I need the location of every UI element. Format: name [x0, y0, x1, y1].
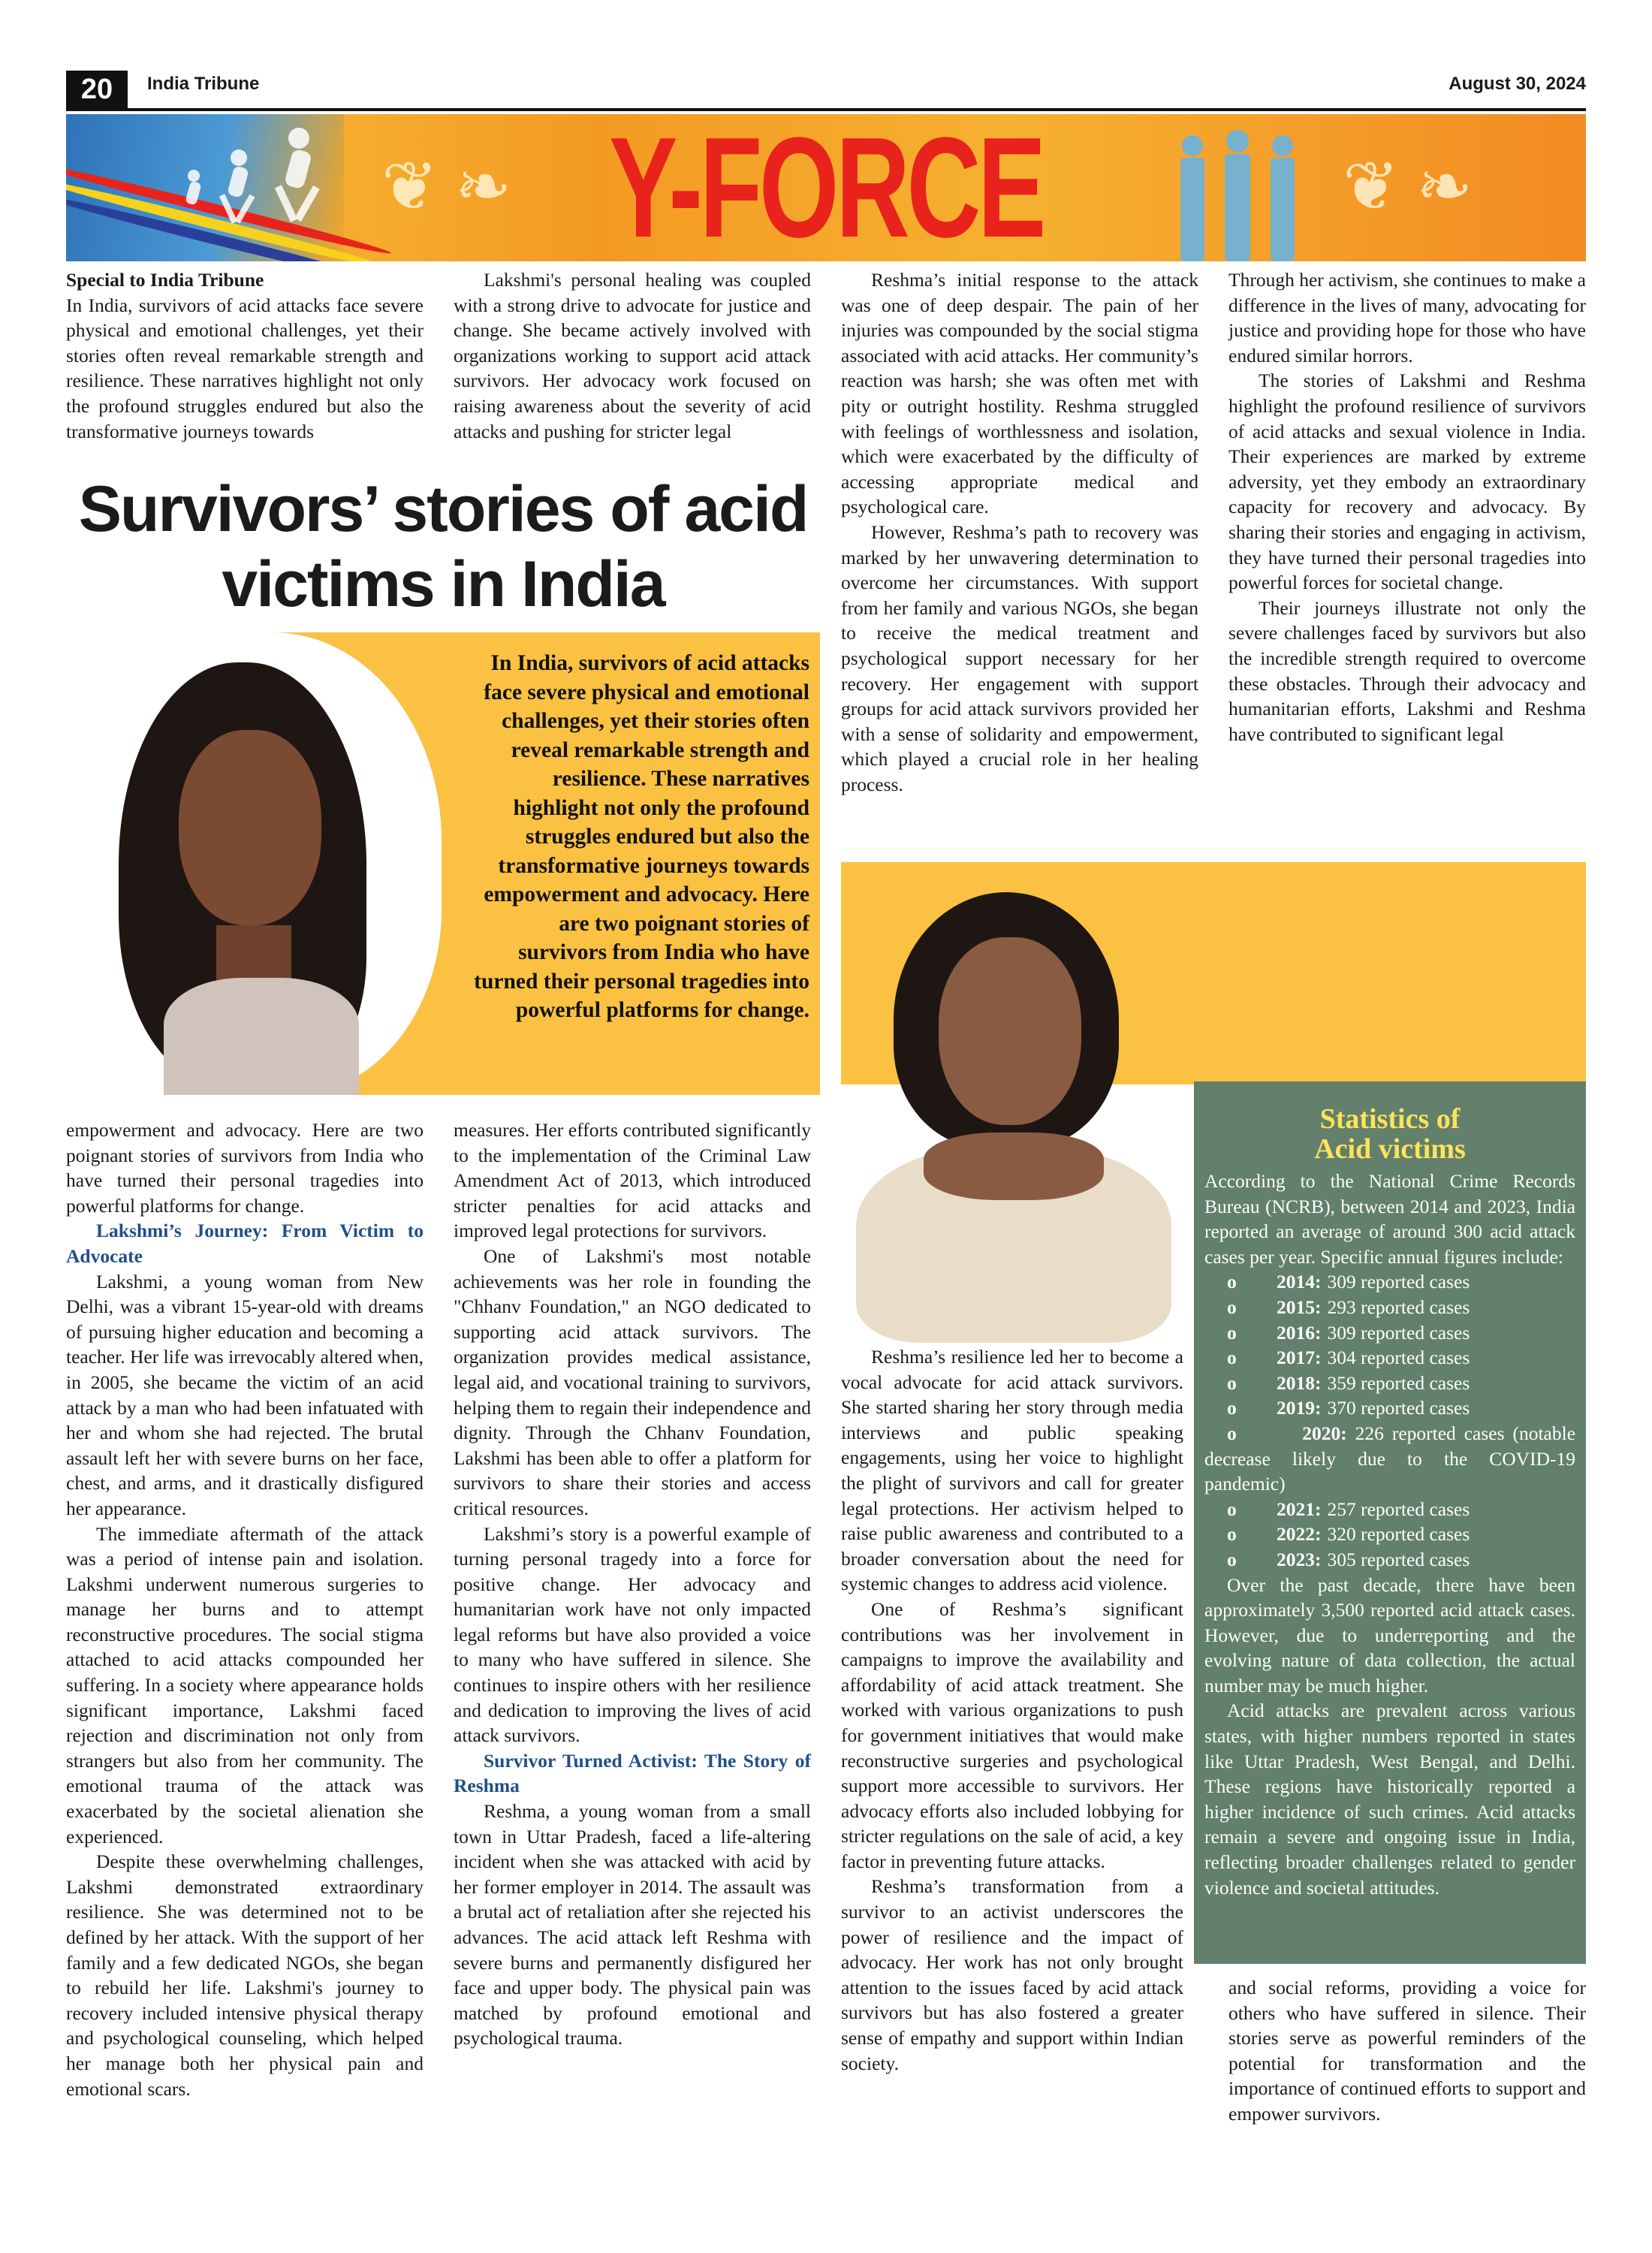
paragraph: One of Lakshmi's most notable achievements was her role in founding the "Chhanv Foundation," an NGO dedicated to supporting acid attack survivors. The organization provides medical assistance, legal aid, and vocational training to survivors, helping them to regain their independence and dignity. Through the Chhanv Foundation, Lakshmi has been able to offer a platform for survivors to share their stories and access critical resources.	[454, 1244, 811, 1519]
stat-row: o 2019: 370 reported cases	[1227, 1397, 1470, 1419]
issue-date: August 30, 2024	[1449, 74, 1586, 94]
statistics-body	[1204, 1169, 1575, 1900]
column-3-bottom	[841, 1344, 1183, 2076]
statistics-paragraph: Acid attacks are prevalent across various states, with higher numbers reported in states like Uttar Pradesh, West Bengal, and Delhi. These regions have historically reported a higher incidence of such crimes. Acid attacks remain a severe and ongoing issue in India, reflecting broader challenges related to gender violence and societal attitudes.	[1204, 1700, 1575, 1899]
paragraph: Lakshmi's personal healing was coupled with a strong drive to advocate for justice and change. She became actively involved with organizations working to support acid attack survivors. Her advocacy work focused on raising awareness about the severity of acid attacks and pushing for stricter legal	[454, 269, 811, 442]
column-4-top	[1228, 267, 1586, 746]
paragraph: The immediate aftermath of the attack was a period of intense pain and isolation. Lakshmi underwent numerous surgeries to manage her burns and to attempt reconstructive procedures. The social stigma attached to acid attacks compounded her suffering. In a society where appearance holds significant importance, Lakshmi faced rejection and discrimination not only from strangers but also from her community. The emotional trauma of the attack was exacerbated by the societal alienation she experienced.	[66, 1522, 424, 1847]
statistics-box	[1194, 1081, 1586, 1964]
headline-line-1: Survivors’ stories of acid	[78, 473, 808, 545]
statistics-title-line-1: Statistics of	[1319, 1103, 1461, 1135]
paragraph: Despite these overwhelming challenges, Lakshmi demonstrated extraordinary resilience. She was determined not to be defined by her attack. With the support of her family and a few dedicated NGOs, she began to rebuild her life. Lakshmi's journey to recovery included intensive physical therapy and psychological counseling, which helped her manage both her physical pain and emotional scars.	[66, 1850, 424, 2100]
header-rule	[66, 108, 1586, 111]
paragraph: empowerment and advocacy. Here are two poignant stories of survivors from India who have turned their personal tragedies into powerful platforms for change.	[66, 1119, 424, 1217]
section-banner	[66, 114, 1586, 261]
stat-row: o 2018: 359 reported cases	[1227, 1371, 1470, 1394]
reshma-photo	[841, 862, 1201, 1343]
stat-row: o 2015: 293 reported cases	[1227, 1295, 1470, 1318]
paragraph: One of Reshma’s significant contributions was her involvement in campaigns to improve the availability and affordability of acid attack treatment. She worked with various organizations to push for government initiatives that would make reconstructive surgeries and psychological support more accessible to survivors. Her advocacy efforts also included lobbying for stricter regulations on the sale of acid, a key factor in preventing future attacks.	[841, 1597, 1183, 1872]
paragraph: Reshma, a young woman from a small town in Uttar Pradesh, faced a life-altering incident when she was attacked with acid by her former employer in 2014. The assault was a brutal act of retaliation after she rejected his advances. The acid attack left Reshma with severe burns and permanently disfigured her face and upper body. The physical pain was matched by profound emotional and psychological trauma.	[454, 1800, 811, 2049]
subhead-reshma: Survivor Turned Activist: The Story of Reshma	[454, 1749, 811, 1797]
intro-text: In India, survivors of acid attacks face severe physical and emotional challenges, yet their stories often reveal remarkable strength and resilience. These narratives highlight not only the profound struggles endured but also the transformative journeys towards empowerment and advocacy. Here are two poignant stories of survivors from India who have turned their personal tragedies into powerful platforms for change.	[474, 651, 809, 1022]
ornament-left-icon: ❦ ❧	[381, 150, 512, 225]
subhead-lakshmi: Lakshmi’s Journey: From Victim to Advocate	[66, 1220, 424, 1267]
headline-line-2: victims in India	[222, 548, 665, 620]
column-1-bottom	[66, 1117, 424, 2101]
stat-row: o 2017: 304 reported cases	[1227, 1347, 1470, 1369]
stat-row: o 2016: 309 reported cases	[1227, 1321, 1470, 1344]
stat-row: o 2022: 320 reported cases	[1227, 1523, 1470, 1546]
stat-row: o 2021: 257 reported cases	[1227, 1497, 1470, 1520]
byline: Special to India Tribune	[66, 269, 264, 291]
paragraph: Reshma’s resilience led her to become a vocal advocate for acid attack survivors. She started sharing her story through media interviews and public speaking engagements, using her voice to highlight the plight of survivors and call for greater legal protections. Her activism helped to raise public awareness and contributed to a broader conversation about the need for systemic changes to address acid violence.	[841, 1346, 1183, 1595]
intro-box	[66, 632, 820, 1095]
publication-name: India Tribune	[147, 74, 260, 94]
column-2-bottom	[454, 1117, 811, 2051]
ornament-right-icon: ❦ ❧	[1343, 150, 1473, 225]
stat-row: o 2023: 305 reported cases	[1227, 1548, 1470, 1570]
lakshmi-photo	[66, 632, 442, 1095]
paragraph: measures. Her efforts contributed significantly to the implementation of the Criminal Law Amendment Act of 2013, which introduced stricter penalties for acid attacks and improved legal protections for survivors.	[454, 1119, 811, 1242]
paragraph: In India, survivors of acid attacks face severe physical and emotional challenges, yet their stories often reveal remarkable strength and resilience. These narratives highlight not only the profound struggles endured but also the transformative journeys towards	[66, 294, 424, 442]
section-title: Y-FORCE	[609, 114, 1043, 261]
column-2-top	[454, 267, 811, 444]
statistics-intro: According to the National Crime Records Bureau (NCRB), between 2014 and 2023, India reported an average of around 300 acid attack cases per year. Specific annual figures include:	[1204, 1170, 1575, 1268]
paragraph: Reshma’s transformation from a survivor to an activist underscores the power of resilience and the impact of advocacy. Her work has not only brought attention to the issues faced by acid attack survivors but has also fostered a greater sense of empathy and support within Indian society.	[841, 1875, 1183, 2074]
paragraph: The stories of Lakshmi and Reshma highlight the profound resilience of survivors of acid attacks and sexual violence in India. Their experiences are marked by extreme adversity, yet they embody an extraordinary capacity for recovery and advocacy. By sharing their stories and engaging in activism, they have turned their personal tragedies into powerful forces for societal change.	[1228, 369, 1586, 594]
column-4-bottom	[1228, 1975, 1586, 2127]
paragraph: Lakshmi’s story is a powerful example of turning personal tragedy into a force for positive change. Her advocacy and humanitarian work have not only impacted legal reforms but have also provided a voice to many who have suffered in silence. She continues to inspire others with her resilience and dedication to improving the lives of acid attack survivors.	[454, 1522, 811, 1747]
statistics-title-line-2: Acid victims	[1314, 1133, 1466, 1165]
statistics-title	[1194, 1104, 1586, 1164]
paragraph: and social reforms, providing a voice for others who have suffered in silence. Their stories serve as powerful reminders of the potential for transformation and the importance of continued efforts to support and empower survivors.	[1228, 1977, 1586, 2125]
stat-row-2020: o 2020: 226 reported cases (notable decrease likely due to the COVID-19 pandemic)	[1204, 1422, 1576, 1495]
paragraph: Lakshmi, a young woman from New Delhi, was a vibrant 15-year-old with dreams of pursuing higher education and becoming a teacher. Her life was irrevocably altered when, in 2005, she became the victim of an acid attack by a man who had been infatuated with her and whom she had rejected. The brutal assault left her with severe burns on her face, chest, and arms, and it drastically disfigured her appearance.	[66, 1270, 424, 1519]
paragraph: Reshma’s initial response to the attack was one of deep despair. The pain of her injuries was compounded by the social stigma associated with acid attacks. Her community’s reaction was harsh; she was often met with pity or outright hostility. Reshma struggled with feelings of worthlessness and isolation, which were exacerbated by the difficulty of accessing appropriate medical and psychological care.	[841, 269, 1198, 518]
column-3-top	[841, 267, 1198, 797]
paragraph: However, Reshma’s path to recovery was marked by her unwavering determination to overcome her circumstances. With support from her family and various NGOs, she began to receive the medical treatment and psychological support necessary for her recovery. Her engagement with support groups for acid attack survivors provided her with a sense of solidarity and empowerment, which played a crucial role in her healing process.	[841, 520, 1198, 795]
statistics-paragraph: Over the past decade, there have been approximately 3,500 reported acid attack cases. However, due to underreporting and the evolving nature of data collection, the actual number may be much higher.	[1204, 1573, 1575, 1697]
paragraph: Their journeys illustrate not only the severe challenges faced by survivors but also the incredible strength required to overcome these obstacles. Through their advocacy and humanitarian efforts, Lakshmi and Reshma have contributed to significant legal	[1228, 596, 1586, 745]
column-1-top	[66, 267, 424, 444]
stat-row: o 2014: 309 reported cases	[1227, 1271, 1470, 1293]
paragraph: Through her activism, she continues to make a difference in the lives of many, advocating for justice and providing hope for those who have endured similar horrors.	[1228, 269, 1586, 366]
headline	[66, 472, 820, 622]
page-number: 20	[66, 71, 128, 108]
